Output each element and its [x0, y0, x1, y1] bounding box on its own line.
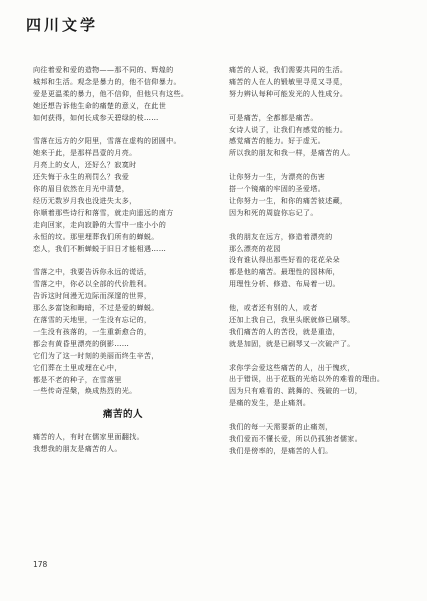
poem-line: 用理性分析、修造、布局着一切。 [229, 279, 340, 289]
poem-line: 我的朋友在远方，修造着漂亮的 [229, 231, 333, 241]
poem-line: 所以我的朋友和我一样，是痛苦的人。 [229, 148, 355, 158]
poem-line: 痛苦的人，有时在儒家里面翻找。 [33, 432, 144, 442]
poem-stanza [33, 431, 213, 455]
poem-line: 可是痛苦，全都都是痛苦。 [229, 112, 318, 122]
poem-line: 痛苦的人说，我们需要共同的生活。 [229, 65, 348, 74]
poem-line: 都是他的痛苦。最理性的园林师， [229, 267, 340, 277]
poem-line: 在落雪的天地里，一生没有忘记的， [33, 315, 152, 324]
magazine-header: 四川文学 [26, 16, 99, 34]
poem-line: 求你学会爱这些痛苦的人，出于愧疚， [229, 362, 355, 372]
poem-line: 我们的每一天需要新的止痛剂， [229, 422, 333, 432]
poem-line: 我们痛苦的人的苦役，就是重造， [229, 326, 340, 336]
poem-line: 它们葬在土里或埋在心中， [33, 362, 122, 372]
poem-line: 他，或者还有别的人，或者 [229, 303, 318, 313]
poem-line: 雪落之中，你必以全部的代价胜利。 [33, 279, 152, 289]
poem-line: 雪落之中，我要告诉你永远的谎话， [33, 267, 152, 277]
poem-line: 经历无数岁月我也没进失太多， [33, 195, 137, 205]
poem-line: 感觉痛苦的能力。好于虚无。 [229, 136, 326, 146]
poem-line: 我们爱而不懂长爱，所以仍孤独者儒家。 [229, 434, 363, 443]
poem-line: 向往着爱和爱的造物——那不同的、辉煌的 [33, 65, 174, 74]
poem-line: 告诉这时间漫无边际而深邃的世界， [33, 291, 152, 301]
poem-stanza [229, 64, 409, 100]
right-column [229, 64, 409, 469]
poem-line: 是痛的发生，是止痛剂。 [229, 398, 311, 408]
poem-line: 一生没有孩落的，一生重新愈合的， [33, 326, 152, 336]
poem-line: 痛苦的人在人的锻敏里寻觅又寻觅， [229, 76, 348, 86]
poem-stanza [229, 112, 409, 160]
poem-line: 让你努力一生，和你的痛苦彼述藏， [229, 195, 348, 205]
poem-line: 月亮上的女人，还好么？寂寞时 [33, 160, 137, 170]
poem-line: 搭一个镜痛的牢固的圣爱塔。 [229, 184, 326, 194]
poem-line: 让你努力一生，为漂亮的伤害 [229, 172, 326, 182]
poem-line: 它们为了这一时刻的美丽而终生辛苦， [33, 350, 159, 360]
poem-stanza [229, 421, 409, 457]
poem-line: 爱是更温柔的暴力，他不信仰，但他只有这些。 [33, 88, 189, 98]
page-number: 178 [33, 560, 48, 569]
poem-line: 出于错误，出于花瓶的光焰以外的难看的理由。 [229, 374, 385, 384]
poem-line: 还加上我自己，我里头眠就修已刷琴。 [229, 314, 355, 324]
poem-stanza [33, 266, 213, 397]
poem-line: 都是不老的种子，在雪落里 [33, 374, 122, 384]
poem-stanza [33, 135, 213, 254]
poem-line: 城邦和生活。观念是暴力的，他不信仰暴力。 [33, 76, 181, 86]
poem-line: 那么漂亮的花园 [229, 243, 281, 253]
poem-line: 因为只有难看的、跳舞的、残破的一切， [229, 386, 363, 396]
poem-title: 痛苦的人 [102, 409, 143, 421]
poem-stanza [229, 362, 409, 410]
poem-line: 还失悔于永生的刑罚么？我爱 [33, 172, 130, 182]
poem-line: 我们是傍率的，是痛苦的人们。 [229, 445, 333, 455]
poem-stanza [229, 302, 409, 350]
poem-line: 就是加固，就是已刷琴又一次破产了。 [229, 338, 355, 348]
poem-line: 恋人，我们不断蝉蜕于旧日才能相遇…… [33, 243, 167, 253]
poem-line: 那么多富饶和晦暗，不过是爱的蝉蜕。 [33, 303, 159, 313]
poem-line: 你顺着那些诗行和落雪，就走向遥远的南方 [33, 207, 174, 217]
poem-line: 我想我的朋友是痛苦的人。 [33, 444, 122, 454]
poem-stanza [33, 64, 213, 124]
poem-line: 你的眉目依然在月光中清楚， [33, 184, 130, 194]
poem-line: 如何获得，如何长成参天碧绿的枝…… [33, 112, 159, 122]
poem-line: 她还想告诉他生命的痛楚的意义，在此世 [33, 100, 167, 110]
poem-line: 女诗人说了，让我们有感觉的能力。 [229, 124, 348, 134]
left-column [33, 64, 213, 467]
poem-line: 走向回家，走向寂静的大雪中一座小小的 [33, 219, 167, 229]
poem-line: 都会有黄昏里漂亮的倒影…… [33, 338, 130, 348]
poem-line: 雪落在远方的夕阳里，雪落在虚构的团圆中。 [33, 136, 181, 146]
poem-line: 她来于此，是那样昌壹的月亮。 [33, 148, 137, 158]
poem-line: 因为和死的周旋你忘记了。 [229, 207, 318, 217]
poem-line: 努力辨认每种可能发光的人性成分。 [229, 88, 348, 98]
poem-stanza [229, 171, 409, 219]
poem-line: 一些传奇涅槃，焕成热烈的光。 [33, 386, 137, 396]
poem-stanza [229, 231, 409, 291]
poem-line: 永恒的坟。那里埋葬我们所有的蝉蜕。 [33, 231, 159, 241]
poem-line: 没有谁认得出那些好看的花花朵朵 [229, 255, 340, 265]
